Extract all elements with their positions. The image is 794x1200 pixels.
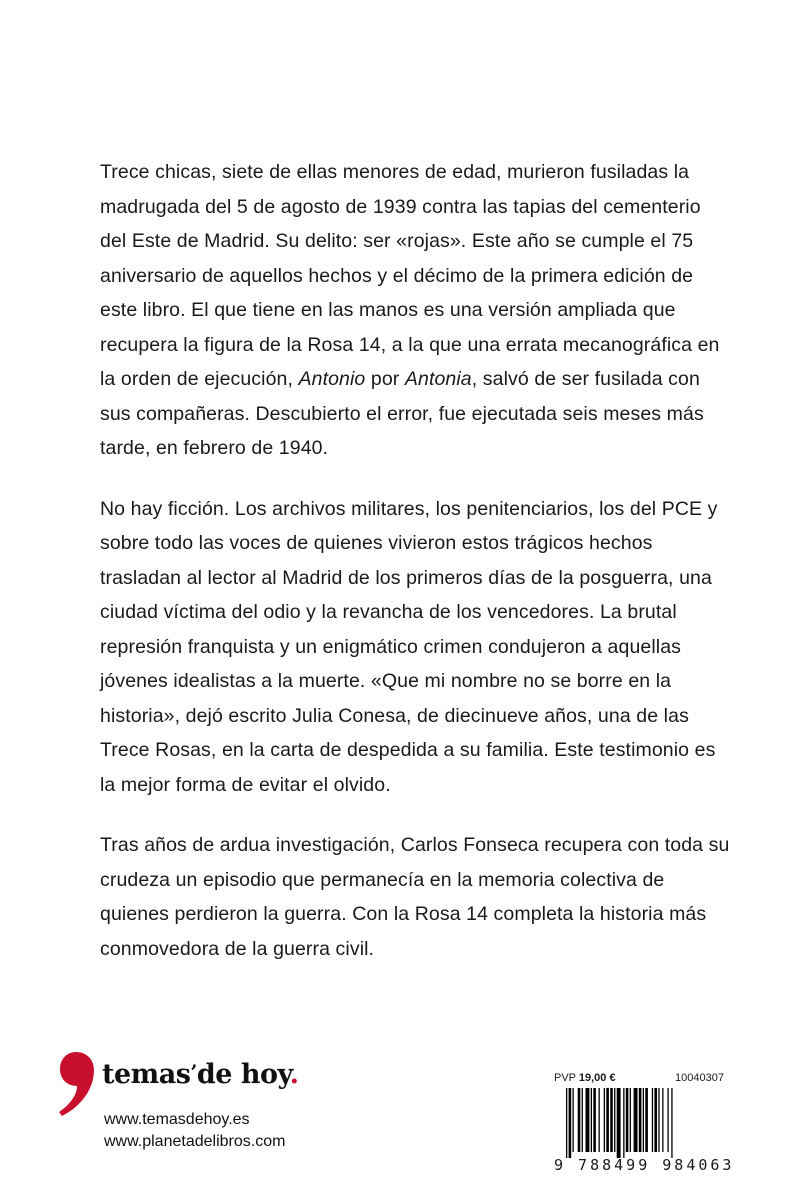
barcode-bar [654,1088,657,1152]
barcode-bar [652,1088,653,1152]
barcode-bar [662,1088,663,1152]
barcode-bar [645,1088,648,1152]
barcode-bar [610,1088,613,1152]
barcode-bar [639,1088,642,1152]
publisher-logo [56,1050,356,1110]
barcode-bar [593,1088,596,1152]
blurb-paragraph-2: No hay ficción. Los archivos militares, los penitenciarios, los del PCE y sobre todo las voces de quienes vivieron estos trágicos hechos trasladan al lector al Madrid de los primeros días de la posguerra, una ciudad víctima del odio y la revancha de los vencedores. La brutal represión franquista y un enigmático crimen condujeron a aquellas jóvenes idealistas a la muerte. «Que mi nombre no se borre en la historia», dejó escrito Julia Conesa, de diecinueve años, una de las Trece Rosas, en la carta de despedida a su familia. Este testimonio es la mejor forma de evitar el olvido. [100,497,718,796]
barcode-bar [573,1088,574,1152]
barcode-bars [554,1088,724,1158]
barcode-bar [566,1088,567,1158]
barcode-bar [630,1088,631,1152]
brand-dot: . [289,1059,299,1090]
isbn-digits: 9 788499 984063 [554,1156,735,1174]
italic-antonio: Antonio [298,368,366,390]
barcode-bar [623,1088,624,1158]
red-comma-icon [56,1050,96,1118]
barcode-bar [586,1088,590,1152]
product-code: 10040307 [675,1072,724,1084]
barcode-bar [643,1088,644,1152]
barcode-bar [626,1088,629,1152]
barcode-bar [634,1088,638,1152]
barcode-bar [599,1088,600,1152]
barcode-bar [591,1088,592,1152]
publisher-urls [104,1109,285,1153]
url-planetadelibros: www.planetadelibros.com [104,1133,286,1150]
barcode-bar [671,1088,672,1158]
barcode-bar [569,1088,572,1158]
barcode-bar [578,1088,581,1152]
barcode-bar [582,1088,583,1152]
publisher-name: temas’de hoy. [102,1059,299,1090]
url-temasdehoy: www.temasdehoy.es [104,1111,250,1128]
back-cover-blurb [100,155,730,992]
barcode-bar [617,1088,621,1158]
blurb-paragraph-1: Trece chicas, siete de ellas menores de edad, murieron fusiladas la madrugada del 5 de agosto de 1939 contra las tapias del cementerio del Este de Madrid. Su delito: ser «rojas». Este año se cumple el 75 aniversario de aquellos hechos y el décimo de la primera edición de este libro. El que tiene en las manos es una versión ampliada que recupera la figura de la Rosa 14, a la que una errata mecanográfica en la orden de ejecución, Antonio por Antonia, salvó de ser fusilada con sus compañeras. Descubierto el error, fue ejecutada seis meses más tarde, en febrero de 1940. [100,161,720,459]
barcode-bar [604,1088,605,1152]
price-label: PVP 19,00 € [554,1072,616,1084]
barcode-bar [606,1088,609,1152]
barcode-block [554,1072,735,1182]
blurb-paragraph-3: Tras años de ardua investigación, Carlos Fonseca recupera con toda su crudeza un episodio que permanecía en la memoria colectiva de quienes perdieron la guerra. Con la Rosa 14 completa la historia más conmovedora de la guerra civil. [100,834,730,960]
barcode-bar [667,1088,668,1152]
barcode-bar [614,1088,615,1152]
italic-antonia: Antonia [404,368,472,390]
barcode-bar [658,1088,659,1152]
